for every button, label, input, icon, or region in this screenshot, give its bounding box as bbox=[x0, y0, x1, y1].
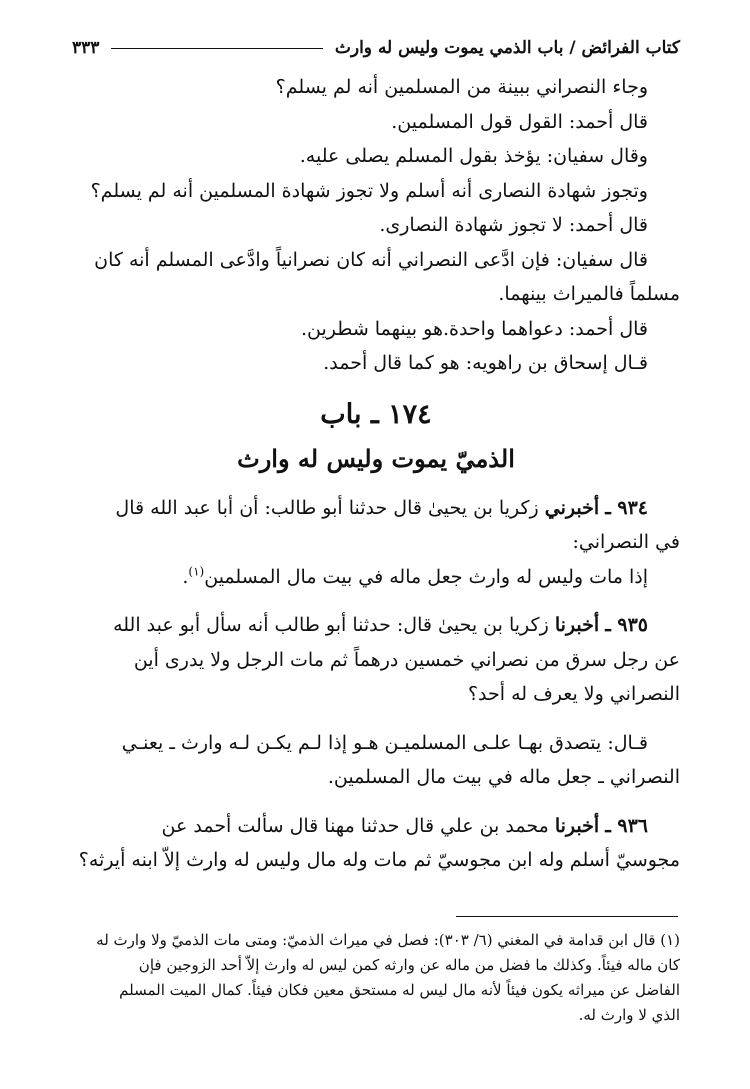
entry-text: عن رجل سرق من نصراني خمسين درهماً ثم مات الرجل ولا يدرى أين bbox=[133, 648, 680, 671]
narration-verb: أخبرنا bbox=[554, 614, 600, 636]
footnote-rule bbox=[456, 916, 678, 917]
footnote-line: (١) قال ابن قدامة في المغني (٦/ ٣٠٣): فصل في ميراث الذميّ: ومتى مات الذميّ ولا وارث له bbox=[96, 931, 680, 949]
text-line: قال سفيان: فإن ادَّعى النصراني أنه كان نصرانياً وادَّعى المسلم أنه كان bbox=[94, 248, 648, 271]
entry-text: زكريا بن يحيىٰ قال حدثنا أبو طالب: أن أبا عبد الله قال bbox=[115, 496, 539, 519]
entry-number: ٩٣٤ ـ bbox=[605, 496, 648, 519]
text-line: قال أحمد: دعواهما واحدة.هو بينهما شطرين. bbox=[300, 317, 648, 340]
footnotes bbox=[72, 928, 680, 1028]
text-line: وقال سفيان: يؤخذ بقول المسلم يصلى عليه. bbox=[299, 145, 648, 167]
page-number: ٣٣٣ bbox=[72, 38, 100, 58]
book-title: كتاب الفرائض / باب الذمي يموت وليس له وارث bbox=[334, 38, 680, 58]
hadith-entry-936 bbox=[72, 809, 680, 878]
text-line: قال أحمد: القول قول المسلمين. bbox=[391, 110, 648, 133]
hadith-entry-935 bbox=[72, 608, 680, 712]
footnote-line: الفاضل عن ميراثه يكون فيئاً لأنه مال ليس له مستحق معين فكان فيئاً. كمال الميت المسلم bbox=[119, 981, 680, 999]
entry-text: في النصراني: bbox=[572, 531, 680, 553]
footnote-marker[interactable]: (١) bbox=[188, 564, 205, 579]
quote-end: . bbox=[182, 565, 189, 588]
chapter-number: ١٧٤ ـ باب bbox=[320, 398, 432, 430]
hadith-answer bbox=[72, 726, 680, 795]
entry-number: ٩٣٥ ـ bbox=[605, 614, 648, 636]
text-line: وجاء النصراني ببينة من المسلمين أنه لم يسلم؟ bbox=[275, 76, 648, 98]
footnote-line: كان ماله فيئاً. وكذلك ما فضل من ماله عن وارثه كمن ليس له وارث إلاّ أحد الزوجين فإن bbox=[138, 956, 680, 974]
footnote-line: الذي لا وارث له. bbox=[578, 1006, 680, 1024]
entry-text: مجوسيّ أسلم وله ابن مجوسيّ ثم مات وله مال وليس له وارث إلاّ ابنه أيرثه؟ bbox=[78, 849, 680, 871]
opening-section bbox=[72, 70, 680, 381]
chapter-title: الذميّ يموت وليس له وارث bbox=[237, 443, 515, 473]
narration-verb: أخبرني bbox=[544, 496, 600, 519]
entry-text: النصراني ـ جعل ماله في بيت مال المسلمين. bbox=[327, 766, 680, 788]
hadith-entry-934 bbox=[72, 491, 680, 595]
header-rule bbox=[111, 48, 322, 49]
text-line: قال أحمد: لا تجوز شهادة النصارى. bbox=[379, 214, 648, 236]
entry-quote: إذا مات وليس له وارث جعل ماله في بيت مال المسلمين bbox=[204, 565, 648, 588]
text-line: وتجوز شهادة النصارى أنه أسلم ولا تجوز شهادة المسلمين أنه لم يسلم؟ bbox=[90, 179, 648, 202]
text-line: قـال إسحاق بن راهويه: هو كما قال أحمد. bbox=[323, 352, 648, 374]
entry-text: النصراني ولا يعرف له أحد؟ bbox=[467, 683, 680, 705]
entry-number: ٩٣٦ ـ bbox=[605, 814, 648, 837]
entry-text: قـال: يتصدق بهـا علـى المسلميـن هـو إذا لـم يكـن لـه وارث ـ يعنـي bbox=[121, 731, 648, 754]
text-line: مسلماً فالميراث بينهما. bbox=[498, 283, 680, 305]
narration-verb: أخبرنا bbox=[554, 814, 600, 837]
entry-quote-line bbox=[72, 560, 680, 595]
entry-text: محمد بن علي قال حدثنا مهنا قال سألت أحمد عن bbox=[161, 814, 549, 837]
running-header bbox=[72, 34, 680, 62]
entry-text: زكريا بن يحيىٰ قال: حدثنا أبو طالب أنه سأل أبو عبد الله bbox=[113, 614, 549, 636]
